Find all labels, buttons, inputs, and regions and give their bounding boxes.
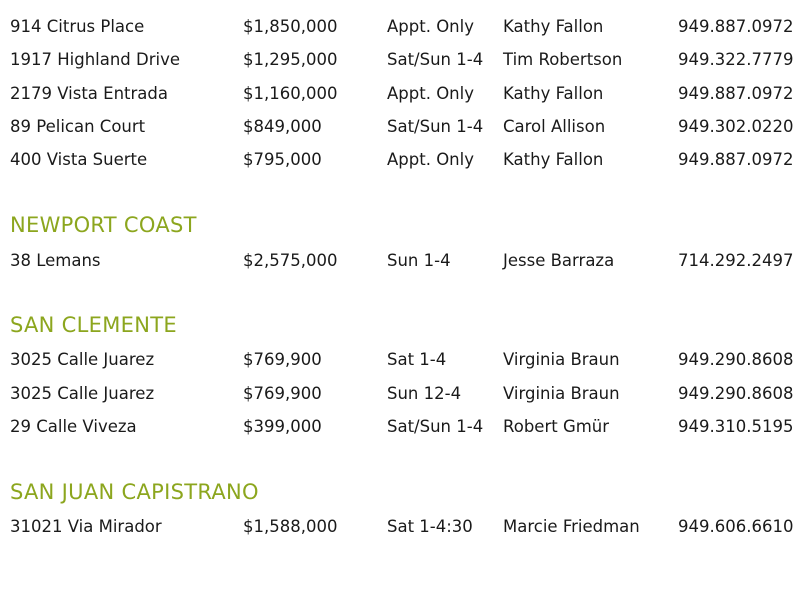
section-heading-san-clemente: SAN CLEMENTE — [10, 313, 177, 337]
listing-price: $769,900 — [243, 350, 322, 369]
listing-open-house: Appt. Only — [387, 150, 474, 169]
listing-phone: 949.290.8608 — [678, 384, 794, 403]
listing-address: 1917 Highland Drive — [10, 50, 181, 69]
listing-row — [0, 249, 801, 273]
listing-address: 2179 Vista Entrada — [10, 84, 168, 103]
listing-row — [0, 115, 801, 139]
listing-address: 31021 Via Mirador — [10, 517, 162, 536]
listing-price: $849,000 — [243, 117, 322, 136]
listing-agent: Jesse Barraza — [503, 251, 615, 270]
listing-phone: 949.887.0972 — [678, 17, 794, 36]
listing-price: $399,000 — [243, 417, 322, 436]
listing-address: 89 Pelican Court — [10, 117, 146, 136]
listing-open-house: Appt. Only — [387, 84, 474, 103]
listing-phone: 714.292.2497 — [678, 251, 794, 270]
listing-open-house: Sat/Sun 1-4 — [387, 417, 484, 436]
listing-price: $1,160,000 — [243, 84, 338, 103]
listing-row — [0, 148, 801, 172]
listing-agent: Virginia Braun — [503, 384, 620, 403]
listing-price: $1,850,000 — [243, 17, 338, 36]
listing-phone: 949.302.0220 — [678, 117, 794, 136]
listing-open-house: Sun 12-4 — [387, 384, 462, 403]
listing-agent: Marcie Friedman — [503, 517, 640, 536]
listing-agent: Kathy Fallon — [503, 150, 604, 169]
listing-address: 914 Citrus Place — [10, 17, 145, 36]
listing-open-house: Sat/Sun 1-4 — [387, 50, 484, 69]
listing-row — [0, 515, 801, 539]
listing-address: 38 Lemans — [10, 251, 101, 270]
listing-phone: 949.310.5195 — [678, 417, 794, 436]
listing-price: $1,295,000 — [243, 50, 338, 69]
listing-phone: 949.606.6610 — [678, 517, 794, 536]
listing-phone: 949.887.0972 — [678, 84, 794, 103]
listing-phone: 949.290.8608 — [678, 350, 794, 369]
listing-price: $2,575,000 — [243, 251, 338, 270]
listing-row — [0, 348, 801, 372]
listing-row — [0, 382, 801, 406]
listing-address: 29 Calle Viveza — [10, 417, 137, 436]
section-heading-newport-coast: NEWPORT COAST — [10, 213, 197, 237]
listing-price: $1,588,000 — [243, 517, 338, 536]
listing-row — [0, 48, 801, 72]
listing-agent: Carol Allison — [503, 117, 606, 136]
listing-address: 3025 Calle Juarez — [10, 384, 155, 403]
listing-price: $769,900 — [243, 384, 322, 403]
listing-price: $795,000 — [243, 150, 322, 169]
listing-open-house: Sun 1-4 — [387, 251, 451, 270]
listing-row — [0, 15, 801, 39]
listing-agent: Virginia Braun — [503, 350, 620, 369]
listing-row — [0, 82, 801, 106]
listing-agent: Tim Robertson — [503, 50, 623, 69]
listing-address: 400 Vista Suerte — [10, 150, 148, 169]
listing-address: 3025 Calle Juarez — [10, 350, 155, 369]
listing-agent: Kathy Fallon — [503, 84, 604, 103]
listing-phone: 949.887.0972 — [678, 150, 794, 169]
listing-agent: Kathy Fallon — [503, 17, 604, 36]
listing-open-house: Sat 1-4:30 — [387, 517, 473, 536]
listing-agent: Robert Gmür — [503, 417, 610, 436]
listing-open-house: Sat 1-4 — [387, 350, 447, 369]
listing-row — [0, 415, 801, 439]
listing-open-house: Sat/Sun 1-4 — [387, 117, 484, 136]
listing-open-house: Appt. Only — [387, 17, 474, 36]
listing-phone: 949.322.7779 — [678, 50, 794, 69]
section-heading-san-juan-capistrano: SAN JUAN CAPISTRANO — [10, 480, 259, 504]
